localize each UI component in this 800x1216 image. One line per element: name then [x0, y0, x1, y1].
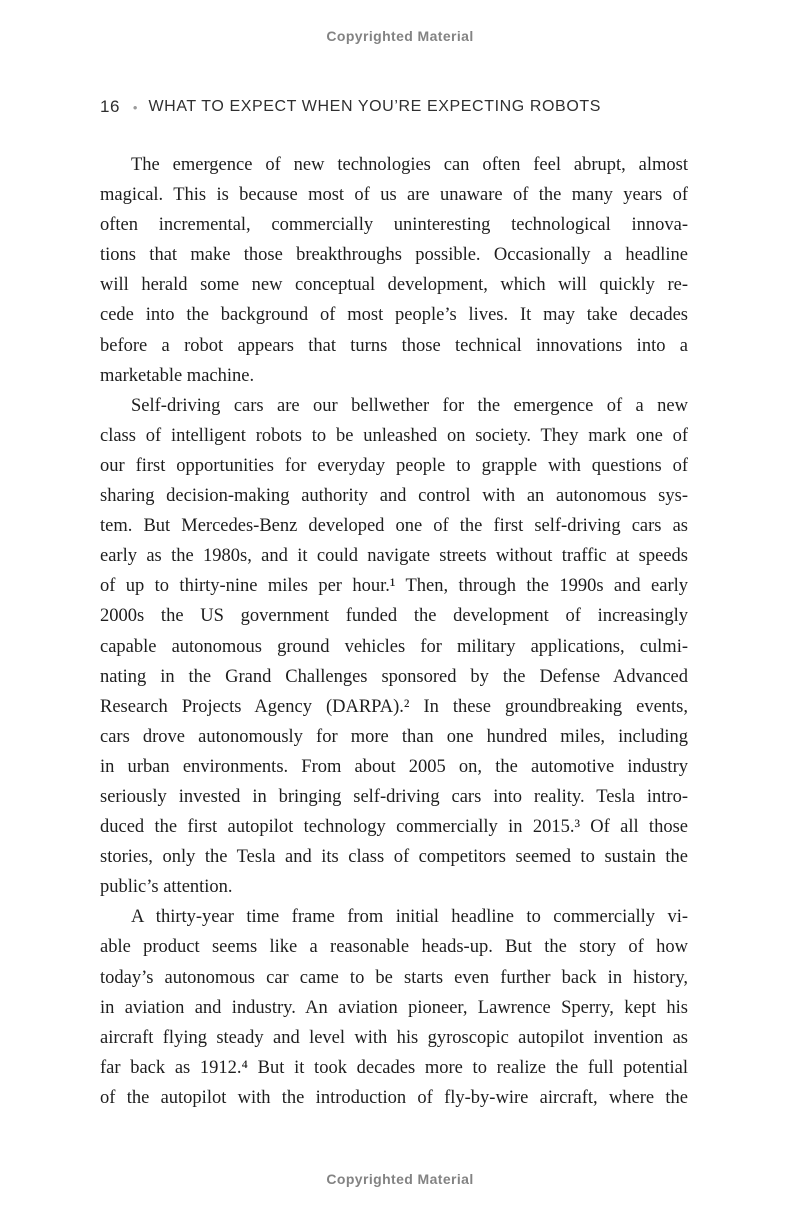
text-line: stories, only the Tesla and its class of competitors seemed to sustain the: [100, 847, 688, 868]
text-line: today’s autonomous car came to be starts even further back in history,: [100, 967, 688, 988]
text-line: nating in the Grand Challenges sponsored by the Defense Advanced: [100, 666, 688, 687]
text-line: sharing decision-making authority and control with an autonomous sys-: [100, 486, 688, 507]
text-line: able product seems like a reasonable heads-up. But the story of how: [100, 937, 688, 958]
text-line: in urban environments. From about 2005 on, the automotive industry: [100, 756, 688, 777]
text-line: aircraft flying steady and level with his gyroscopic autopilot invention as: [100, 1027, 688, 1048]
text-line: of up to thirty-nine miles per hour.¹ Then, through the 1990s and early: [100, 576, 688, 597]
text-line: seriously invested in bringing self-driving cars into reality. Tesla intro-: [100, 786, 688, 807]
running-header-title: WHAT TO EXPECT WHEN YOU’RE EXPECTING ROBOTS: [148, 98, 602, 115]
text-line: A thirty-year time frame from initial headline to commercially vi-: [131, 907, 688, 928]
text-line: of the autopilot with the introduction of fly-by-wire aircraft, where the: [100, 1087, 688, 1108]
text-line: 2000s the US government funded the development of increasingly: [100, 606, 688, 627]
text-line: our first opportunities for everyday people to grapple with questions of: [100, 455, 688, 476]
bullet-separator-icon: •: [132, 99, 138, 115]
text-line: before a robot appears that turns those technical innovations into a: [100, 335, 688, 356]
text-line: tem. But Mercedes-Benz developed one of the first self-driving cars as: [100, 516, 688, 537]
running-header: [100, 97, 601, 117]
text-line: far back as 1912.⁴ But it took decades more to realize the full potential: [100, 1057, 688, 1078]
text-line: often incremental, commercially uninteresting technological innova-: [100, 215, 688, 236]
text-line: capable autonomous ground vehicles for military applications, culmi-: [100, 636, 688, 657]
text-line: duced the first autopilot technology commercially in 2015.³ Of all those: [100, 817, 688, 838]
text-line: in aviation and industry. An aviation pioneer, Lawrence Sperry, kept his: [100, 997, 688, 1018]
text-line: cars drove autonomously for more than one hundred miles, including: [100, 726, 688, 747]
copyright-notice-top: Copyrighted Material: [326, 28, 474, 44]
text-line: tions that make those breakthroughs possible. Occasionally a headline: [100, 245, 688, 266]
text-line: will herald some new conceptual development, which will quickly re-: [100, 275, 688, 296]
text-line: cede into the background of most people’s lives. It may take decades: [100, 305, 688, 326]
page-number: 16: [100, 97, 120, 116]
copyright-notice-bottom: Copyrighted Material: [326, 1171, 474, 1187]
text-line: Self-driving cars are our bellwether for the emergence of a new: [131, 395, 688, 416]
text-line: Research Projects Agency (DARPA).² In these groundbreaking events,: [100, 696, 688, 717]
text-line: The emergence of new technologies can often feel abrupt, almost: [131, 155, 688, 175]
text-line: marketable machine.: [100, 365, 255, 386]
text-line: magical. This is because most of us are unaware of the many years of: [100, 185, 688, 206]
text-line: public’s attention.: [100, 877, 233, 898]
body-text: [100, 150, 688, 1113]
text-line: early as the 1980s, and it could navigate streets without traffic at speeds: [100, 546, 688, 567]
text-line: class of intelligent robots to be unleashed on society. They mark one of: [100, 425, 688, 446]
